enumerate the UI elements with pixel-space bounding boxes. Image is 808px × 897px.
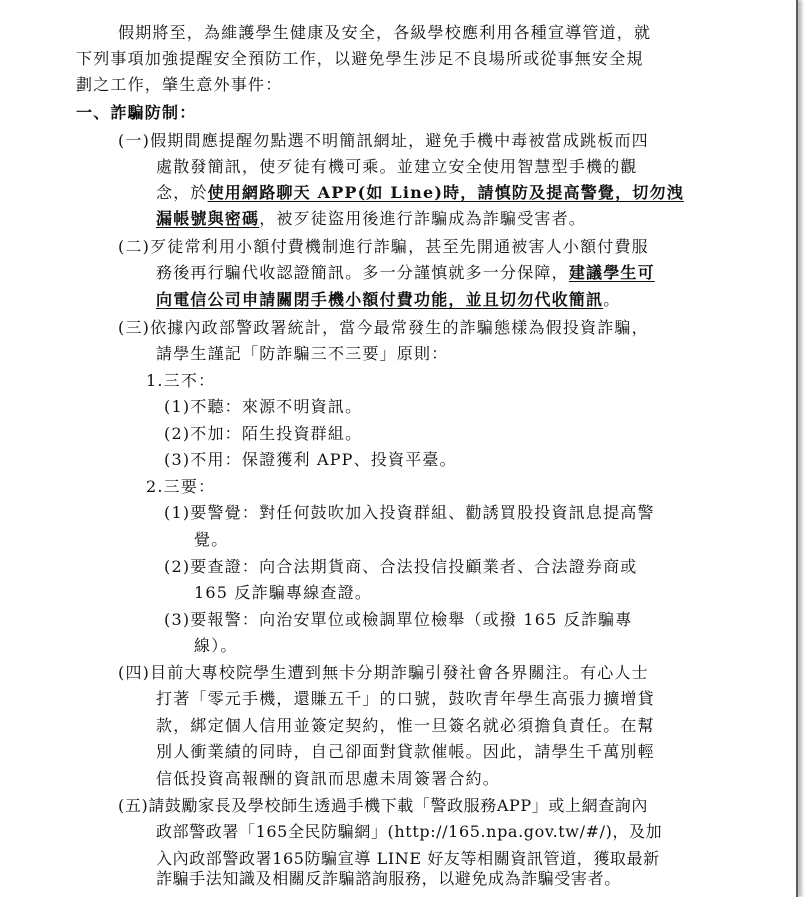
item2-line-2 — [156, 260, 655, 286]
item1-line-1: (一)假期間應提醒勿點選不明簡訊網址，避免手機中毒被當成跳板而四 — [118, 131, 649, 150]
item1-line-4-text: ，被歹徒盜用後進行詐騙成為詐騙受害者。 — [259, 209, 587, 228]
item4-line-2: 打著「零元手機，還賺五千」的口號，鼓吹青年學生高張力擴增貸 — [156, 689, 655, 708]
intro-line-3: 劃之工作，肇生意外事件： — [76, 75, 283, 94]
intro-line-1: 假期將至，為維護學生健康及安全，各級學校應利用各種宣導管道，就 — [118, 23, 652, 42]
item3-sub1-item-1: (1)不聽：來源不明資訊。 — [164, 397, 363, 416]
item2-emphasis: 建議學生可 — [568, 263, 655, 282]
item3-sub1-item-2: (2)不加：陌生投資群組。 — [164, 424, 363, 443]
item3-sub2-item-2: (2)要查證：向合法期貨商、合法投信投顧業者、合法證券商或 — [164, 557, 638, 576]
item2-line-1: (二)歹徒常利用小額付費機制進行詐騙，甚至先開通被害人小額付費服 — [118, 237, 649, 256]
item2-line-2-text: 務後再行騙代收認證簡訊。多一分謹慎就多一分保障， — [156, 263, 569, 282]
section-heading-fraud-prevention: 一、詐騙防制： — [76, 103, 197, 122]
item3-sub2-item-2-cont: 165 反詐騙專線查證。 — [194, 583, 373, 602]
item5-line-2: 政部警政署「165全民防騙網」(http://165.npa.gov.tw/#/)，及加 — [156, 822, 663, 841]
item5-line-4: 詐騙手法知識及相關反詐騙諮詢服務，以避免成為詐騙受害者。 — [156, 869, 621, 888]
item5-line-3: 入內政部警政署165防騙宣導 LINE 好友等相關資訊管道，獲取最新 — [156, 849, 660, 868]
item4-line-4: 別人衝業績的同時，自己卻面對貸款催帳。因此，請學生千萬別輕 — [156, 742, 655, 761]
item5-line-1: (五)請鼓勵家長及學校師生透過手機下載「警政服務APP」或上網查詢內 — [118, 796, 648, 815]
item3-sub2-item-1-cont: 覺。 — [194, 530, 229, 549]
item4-line-3: 款，綁定個人信用並簽定契約，惟一旦簽名就必須擔負責任。在幫 — [156, 716, 655, 735]
item1-line-4 — [156, 206, 586, 232]
item1-line-2: 處散發簡訊，使歹徒有機可乘。並建立安全使用智慧型手機的觀 — [156, 157, 638, 176]
item1-line-3-text: 念，於 — [156, 183, 208, 202]
item3-sub2-label: 2.三要： — [146, 477, 216, 496]
item3-sub2-item-1: (1)要警覺：對任何鼓吹加入投資群組、勸誘買股投資訊息提高警 — [164, 503, 655, 522]
item3-line-1: (三)依據內政部警政署統計，當今最常發生的詐騙態樣為假投資詐騙， — [118, 318, 649, 337]
item1-line-3 — [156, 180, 684, 206]
item2-emphasis-cont: 向電信公司申請關閉手機小額付費功能，並且切勿代收簡訊 — [156, 290, 604, 309]
intro-line-2: 下列事項加強提醒安全預防工作，以避免學生涉足不良場所或從事無安全規 — [76, 49, 644, 68]
item3-sub2-item-3: (3)要報警：向治安單位或檢調單位檢舉（或撥 165 反詐騙專 — [164, 610, 633, 629]
item3-sub2-item-3-cont: 線）。 — [194, 636, 238, 655]
item2-line-3 — [156, 287, 620, 313]
item3-sub1-label: 1.三不： — [146, 371, 216, 390]
item1-emphasis-cont: 漏帳號與密碼 — [156, 209, 260, 228]
item2-line-3-text: 。 — [603, 290, 621, 309]
item1-emphasis: 使用網路聊天 APP(如 Line)時，請慎防及提高警覺，切勿洩 — [207, 183, 684, 202]
item4-line-5: 信低投資高報酬的資訊而思慮未周簽署合約。 — [156, 769, 501, 788]
item3-sub1-item-3: (3)不用：保證獲利 APP、投資平臺。 — [164, 450, 457, 469]
item4-line-1: (四)目前大專校院學生遭到無卡分期詐騙引發社會各界關注。有心人士 — [118, 663, 649, 682]
item3-line-2: 請學生謹記「防詐騙三不三要」原則： — [156, 344, 449, 363]
